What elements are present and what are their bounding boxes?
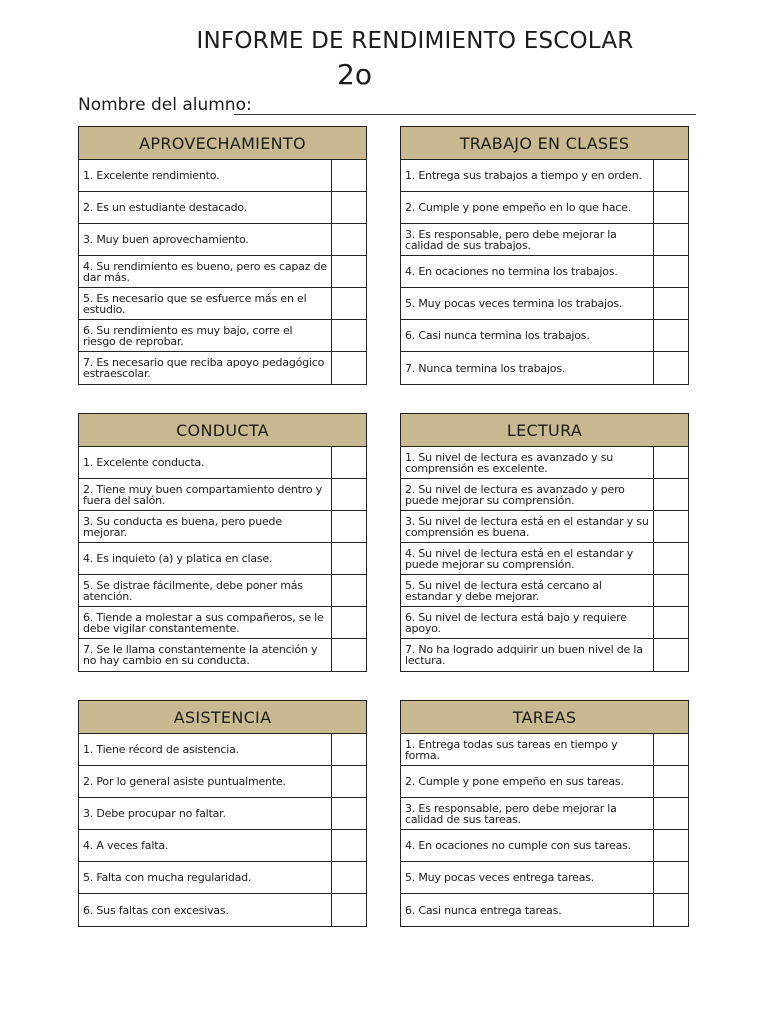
criteria-row [401, 511, 688, 543]
criteria-row [79, 575, 366, 607]
criteria-row [79, 830, 366, 862]
criteria-row [79, 288, 366, 320]
criteria-row [401, 639, 688, 671]
criteria-row [401, 575, 688, 607]
criteria-text: 1. Tiene récord de asistencia. [83, 743, 239, 756]
check-box[interactable] [331, 639, 366, 671]
section-rows [79, 447, 366, 671]
criteria-text: 4. A veces falta. [83, 839, 169, 852]
criteria-row [79, 447, 366, 479]
criteria-text: 1. Entrega sus trabajos a tiempo y en orden. [405, 169, 642, 182]
check-box[interactable] [653, 734, 688, 765]
check-box[interactable] [331, 607, 366, 638]
criteria-text: 1. Excelente rendimiento. [83, 169, 220, 182]
check-box[interactable] [331, 224, 366, 255]
criteria-text: 4. Es inquieto (a) y platica en clase. [83, 552, 273, 565]
check-box[interactable] [653, 798, 688, 829]
criteria-text: 6. Sus faltas con excesivas. [83, 903, 229, 917]
student-name-line[interactable] [234, 114, 696, 115]
criteria-row [401, 447, 688, 479]
criteria-row [79, 160, 366, 192]
section-lectura [400, 413, 689, 672]
criteria-row [401, 543, 688, 575]
section-conducta [78, 413, 367, 672]
criteria-text: 1. Su nivel de lectura es avanzado y su comprensión es excelente. [405, 450, 614, 475]
section-asistencia [78, 700, 367, 927]
criteria-text: 2. Es un estudiante destacado. [83, 201, 248, 214]
criteria-row [79, 607, 366, 639]
check-box[interactable] [331, 766, 366, 797]
criteria-text: 2. Cumple y pone empeño en lo que hace. [405, 201, 632, 214]
check-box[interactable] [653, 639, 688, 671]
criteria-text: 3. Debe procupar no faltar. [83, 807, 226, 820]
criteria-row [79, 511, 366, 543]
section-tareas [400, 700, 689, 927]
check-box[interactable] [331, 862, 366, 893]
criteria-text: 6. Su nivel de lectura está bajo y requiere apoyo. [405, 610, 627, 635]
criteria-text: 5. Falta con mucha regularidad. [83, 871, 252, 884]
criteria-row [79, 224, 366, 256]
check-box[interactable] [331, 894, 366, 926]
criteria-row [79, 256, 366, 288]
section-header: TAREAS [401, 701, 688, 734]
check-box[interactable] [331, 543, 366, 574]
criteria-row [401, 479, 688, 511]
criteria-row [401, 192, 688, 224]
criteria-row [401, 320, 688, 352]
check-box[interactable] [653, 543, 688, 574]
check-box[interactable] [653, 288, 688, 319]
criteria-text: 2. Cumple y pone empeño en sus tareas. [405, 775, 624, 788]
criteria-text: 3. Su conducta es buena, pero puede mejorar. [83, 514, 282, 539]
criteria-row [401, 256, 688, 288]
check-box[interactable] [653, 766, 688, 797]
criteria-row [79, 192, 366, 224]
check-box[interactable] [653, 479, 688, 510]
section-rows [79, 160, 366, 384]
section-header: CONDUCTA [79, 414, 366, 447]
criteria-text: 3. Muy buen aprovechamiento. [83, 233, 249, 246]
check-box[interactable] [653, 192, 688, 223]
criteria-text: 6. Casi nunca termina los trabajos. [405, 329, 590, 342]
check-box[interactable] [653, 575, 688, 606]
check-box[interactable] [653, 894, 688, 926]
check-box[interactable] [653, 320, 688, 351]
section-header: APROVECHAMIENTO [79, 127, 366, 160]
criteria-text: 6. Tiende a molestar a sus compañeros, se le debe vigilar constantemente. [83, 610, 324, 635]
criteria-text: 4. En ocaciones no termina los trabajos. [405, 265, 618, 278]
check-box[interactable] [331, 447, 366, 478]
criteria-row [79, 734, 366, 766]
criteria-row [401, 830, 688, 862]
check-box[interactable] [331, 734, 366, 765]
criteria-row [401, 352, 688, 384]
criteria-row [401, 224, 688, 256]
check-box[interactable] [653, 862, 688, 893]
criteria-text: 2. Tiene muy buen compartamiento dentro y fuera del salón. [83, 482, 323, 507]
check-box[interactable] [653, 352, 688, 384]
section-trabajo-en-clases [400, 126, 689, 385]
check-box[interactable] [331, 160, 366, 191]
criteria-row [79, 894, 366, 926]
check-box[interactable] [331, 288, 366, 319]
criteria-text: 4. Su nivel de lectura está en el estandar y puede mejorar su comprensión. [405, 546, 634, 571]
criteria-text: 5. Es necesario que se esfuerce más en el estudio. [83, 291, 307, 316]
criteria-text: 3. Su nivel de lectura está en el estandar y su comprensión es buena. [405, 514, 649, 539]
criteria-row [79, 766, 366, 798]
criteria-text: 1. Entrega todas sus tareas en tiempo y forma. [405, 737, 618, 762]
criteria-text: 5. Muy pocas veces entrega tareas. [405, 871, 595, 884]
criteria-text: 1. Excelente conducta. [83, 456, 205, 469]
check-box[interactable] [653, 224, 688, 255]
check-box[interactable] [331, 192, 366, 223]
criteria-row [401, 288, 688, 320]
criteria-text: 7. Nunca termina los trabajos. [405, 361, 566, 375]
check-box[interactable] [653, 256, 688, 287]
grade-label: 2o [337, 58, 372, 91]
criteria-text: 6. Su rendimiento es muy bajo, corre el riesgo de reprobar. [83, 323, 293, 348]
criteria-text: 7. Se le llama constantemente la atención y no hay cambio en su conducta. [83, 643, 318, 667]
check-box[interactable] [653, 607, 688, 638]
criteria-row [79, 320, 366, 352]
section-rows [401, 447, 688, 671]
criteria-text: 7. No ha logrado adquirir un buen nivel de la lectura. [405, 643, 643, 667]
check-box[interactable] [331, 256, 366, 287]
criteria-text: 6. Casi nunca entrega tareas. [405, 903, 562, 917]
section-header: LECTURA [401, 414, 688, 447]
criteria-text: 2. Su nivel de lectura es avanzado y pero puede mejorar su comprensión. [405, 482, 625, 507]
criteria-row [401, 766, 688, 798]
criteria-row [401, 798, 688, 830]
criteria-row [401, 607, 688, 639]
check-box[interactable] [331, 511, 366, 542]
criteria-text: 2. Por lo general asiste puntualmente. [83, 775, 286, 788]
check-box[interactable] [653, 160, 688, 191]
student-name-row [78, 95, 696, 119]
criteria-text: 5. Muy pocas veces termina los trabajos. [405, 297, 623, 310]
criteria-text: 5. Su nivel de lectura está cercano al estandar y debe mejorar. [405, 578, 602, 603]
criteria-text: 4. En ocaciones no cumple con sus tareas. [405, 839, 632, 852]
criteria-text: 4. Su rendimiento es bueno, pero es capaz de dar más. [83, 259, 327, 284]
criteria-row [401, 734, 688, 766]
check-box[interactable] [331, 830, 366, 861]
criteria-row [79, 639, 366, 671]
report-title: INFORME DE RENDIMIENTO ESCOLAR [196, 28, 634, 54]
check-box[interactable] [331, 479, 366, 510]
section-header: TRABAJO EN CLASES [401, 127, 688, 160]
criteria-text: 3. Es responsable, pero debe mejorar la calidad de sus trabajos. [405, 227, 617, 252]
criteria-row [79, 798, 366, 830]
section-rows [79, 734, 366, 926]
section-header: ASISTENCIA [79, 701, 366, 734]
criteria-row [79, 862, 366, 894]
student-name-label: Nombre del alumno: [78, 95, 252, 115]
criteria-text: 5. Se distrae fácilmente, debe poner más atención. [83, 578, 303, 603]
check-box[interactable] [331, 352, 366, 384]
criteria-row [401, 894, 688, 926]
check-box[interactable] [653, 830, 688, 861]
check-box[interactable] [331, 798, 366, 829]
check-box[interactable] [653, 511, 688, 542]
section-rows [401, 734, 688, 926]
check-box[interactable] [331, 575, 366, 606]
criteria-text: 3. Es responsable, pero debe mejorar la calidad de sus tareas. [405, 801, 617, 826]
criteria-row [401, 862, 688, 894]
check-box[interactable] [331, 320, 366, 351]
criteria-row [79, 479, 366, 511]
section-aprovechamiento [78, 126, 367, 385]
criteria-row [401, 160, 688, 192]
check-box[interactable] [653, 447, 688, 478]
criteria-row [79, 543, 366, 575]
criteria-text: 7. Es necesario que reciba apoyo pedagógico estraescolar. [83, 356, 325, 380]
section-rows [401, 160, 688, 384]
criteria-row [79, 352, 366, 384]
